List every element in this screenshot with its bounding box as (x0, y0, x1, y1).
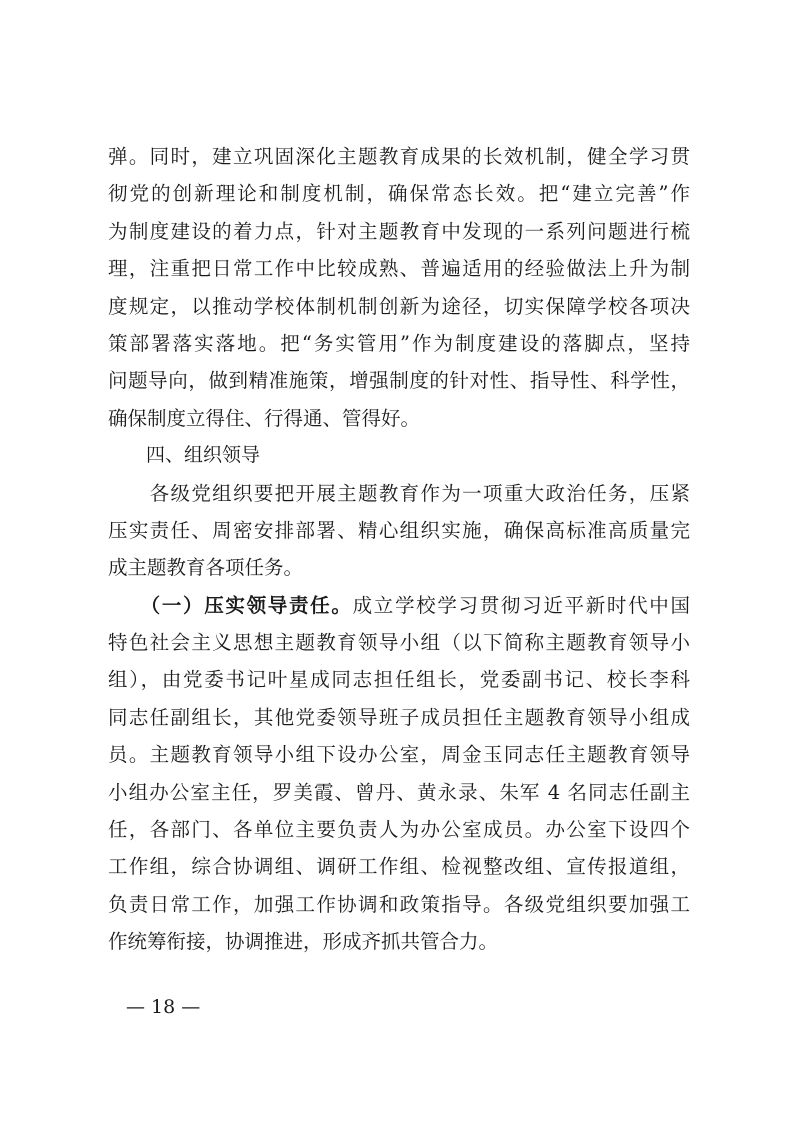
document-body (108, 138, 690, 961)
body-line: 策部署落实落地。把“务实管用”作为制度建设的落脚点，坚持 (108, 331, 690, 355)
body-line: 工作组，综合协调组、调研工作组、检视整改组、宣传报道组， (108, 855, 690, 879)
body-line: 彻党的创新理论和制度机制，确保常态长效。把“建立完善”作 (108, 182, 690, 206)
body-line: 度规定，以推动学校体制机制创新为途径，切实保障学校各项决 (108, 294, 690, 318)
page-number: — 18 — (126, 996, 201, 1018)
body-line: 各级党组织要把开展主题教育作为一项重大政治任务，压紧 (108, 481, 690, 505)
subsection-heading: （一）压实领导责任。 (108, 593, 353, 617)
body-line: 组），由党委书记叶星成同志担任组长，党委副书记、校长李科 (108, 668, 690, 692)
body-line: 压实责任、周密安排部署、精心组织实施，确保高标准高质量完 (108, 518, 690, 542)
subsection-line (108, 587, 690, 624)
body-line: 同志任副组长，其他党委领导班子成员担任主题教育领导小组成 (108, 705, 690, 729)
body-line: 确保制度立得住、行得通、管得好。 (108, 406, 421, 430)
body-line: 问题导向，做到精准施策，增强制度的针对性、指导性、科学性， (108, 369, 690, 393)
body-text: 成立学校学习贯彻习近平新时代中国 (352, 593, 690, 617)
body-line: 员。主题教育领导小组下设办公室，周金玉同志任主题教育领导 (108, 743, 690, 767)
body-line: 特色社会主义思想主题教育领导小组（以下简称主题教育领导小 (108, 631, 690, 655)
body-line: 负责日常工作，加强工作协调和政策指导。各级党组织要加强工 (108, 892, 690, 916)
body-line: 为制度建设的着力点，针对主题教育中发现的一系列问题进行梳 (108, 219, 690, 243)
body-line: 小组办公室主任，罗美霞、曾丹、黄永录、朱军 4 名同志任副主 (108, 780, 690, 804)
body-line: 作统筹衔接，协调推进，形成齐抓共管合力。 (108, 930, 499, 954)
section-heading: 四、组织领导 (108, 444, 261, 467)
body-line: 任，各部门、各单位主要负责人为办公室成员。办公室下设四个 (108, 818, 690, 842)
body-line: 理，注重把日常工作中比较成熟、普遍适用的经验做法上升为制 (108, 257, 690, 281)
body-line: 成主题教育各项任务。 (108, 556, 304, 580)
body-line: 弹。同时，建立巩固深化主题教育成果的长效机制，健全学习贯 (108, 145, 690, 168)
